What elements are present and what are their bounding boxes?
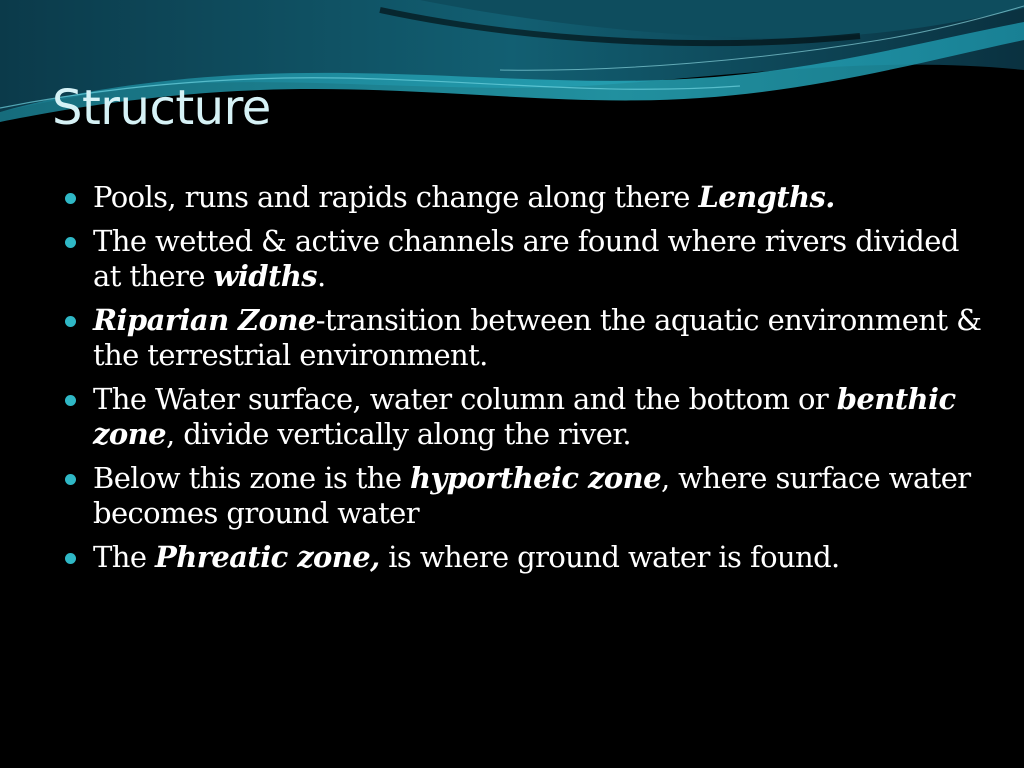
- bullet-text-tail: , divide vertically along the river.: [165, 417, 632, 451]
- bullet-text: Pools, runs and rapids change along there: [93, 180, 699, 214]
- bullet-emphasis: Riparian Zone: [93, 303, 316, 337]
- bullet-text-tail: -transition between the aquatic environment & the terrestrial environment.: [93, 303, 982, 372]
- bullet-text: Below this zone is the: [93, 461, 411, 495]
- slide-title: Structure: [52, 80, 271, 136]
- bullet-text-tail: is where ground water is found.: [379, 540, 840, 574]
- bullet-item: [64, 461, 994, 531]
- round-bullet-icon: [65, 474, 76, 485]
- round-bullet-icon: [65, 395, 76, 406]
- round-bullet-icon: [65, 553, 76, 564]
- bullet-emphasis: benthic zone: [93, 382, 956, 451]
- bullet-item: [64, 224, 994, 294]
- bullet-text-tail: , where surface water becomes ground water: [93, 461, 971, 530]
- bullet-item: [64, 540, 994, 575]
- bullet-text: The: [93, 540, 156, 574]
- round-bullet-icon: [65, 237, 76, 248]
- bullet-emphasis: widths: [213, 259, 317, 293]
- round-bullet-icon: [65, 193, 76, 204]
- bullet-text: The wetted & active channels are found where rivers divided at there: [93, 224, 959, 293]
- bullet-emphasis: Phreatic zone,: [155, 540, 380, 574]
- bullet-item: [64, 303, 994, 373]
- bullet-emphasis: Lengths.: [698, 180, 835, 214]
- bullet-text: The Water surface, water column and the bottom or: [93, 382, 837, 416]
- bullet-item: [64, 180, 994, 215]
- round-bullet-icon: [65, 316, 76, 327]
- bullet-text-tail: .: [316, 259, 326, 293]
- bullet-list: [64, 180, 994, 584]
- bullet-emphasis: hyportheic zone: [410, 461, 661, 495]
- bullet-item: [64, 382, 994, 452]
